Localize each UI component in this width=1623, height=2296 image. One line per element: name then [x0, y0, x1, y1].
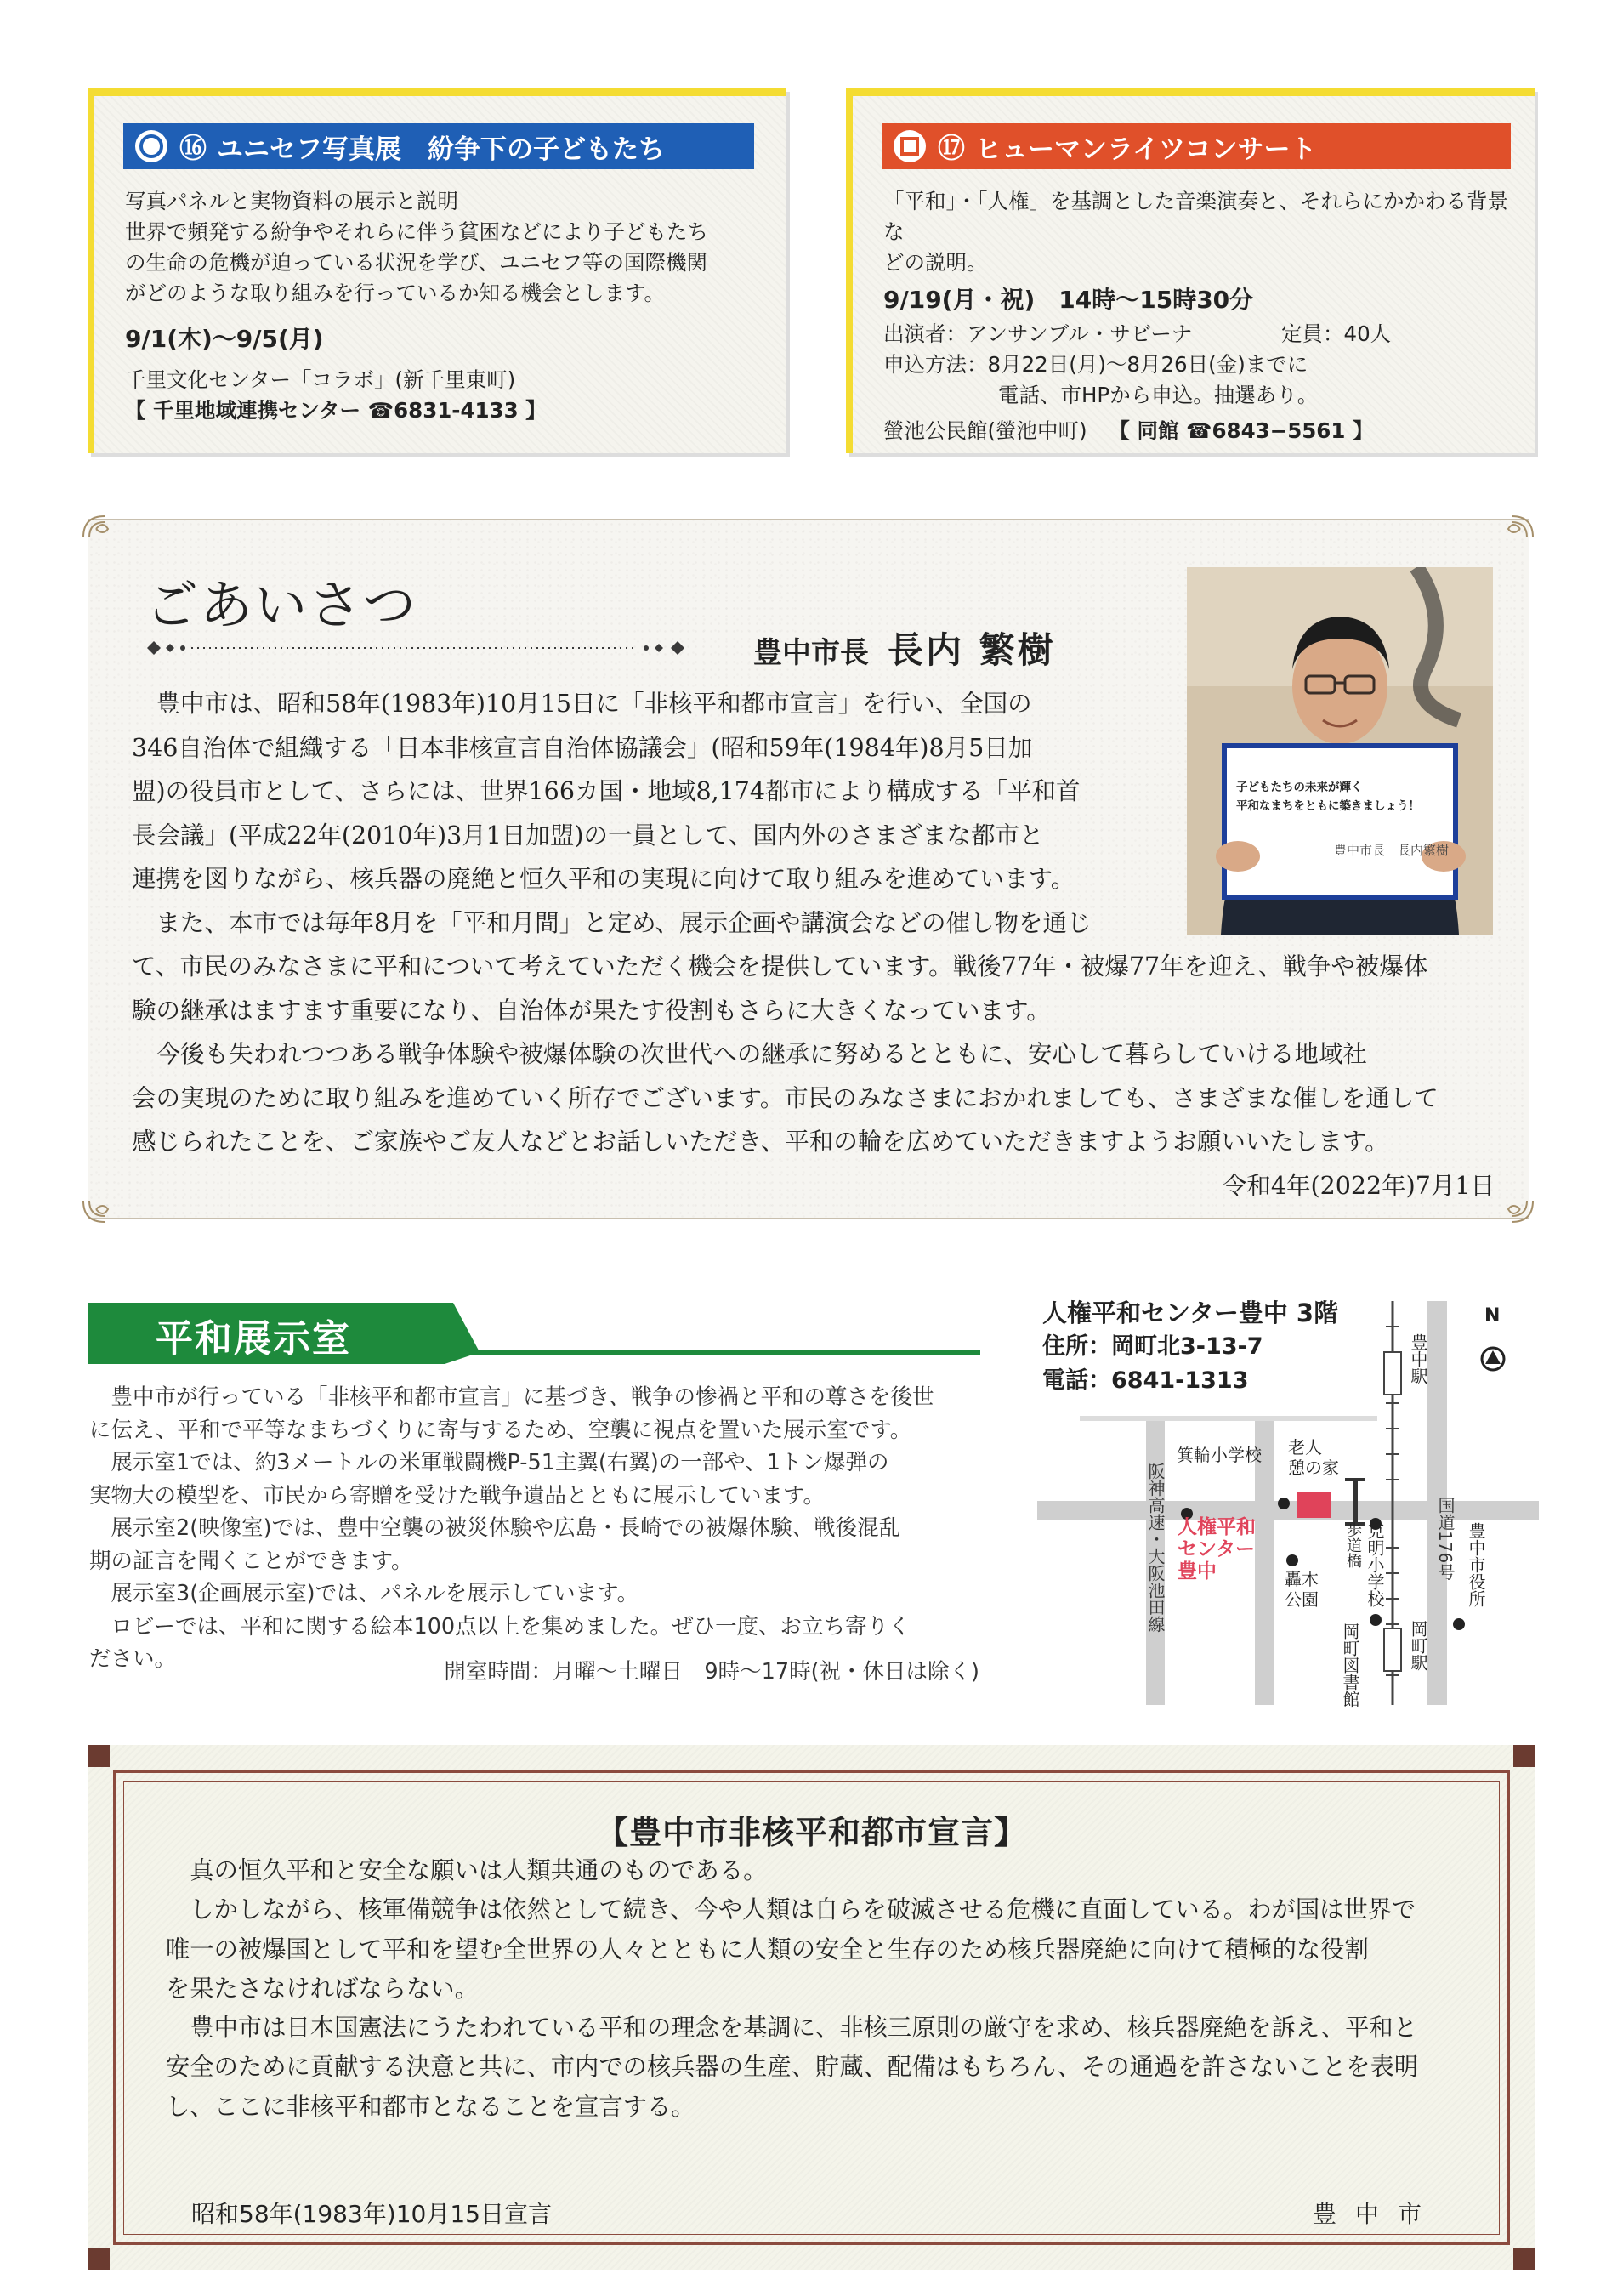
greeting-line: 346自治体で組織する「日本非核宣言自治体協議会」(昭和59年(1984年)8月5日加 — [132, 733, 1033, 762]
exhibition-hours: 開室時間：月曜〜土曜日 9時〜17時(祝・休日は除く) — [444, 1659, 979, 1685]
mayor-signature — [753, 622, 1056, 673]
exhibition-paragraph: 展示室1では、約3メートルの米軍戦闘機P-51主翼(右翼)の一部や、1トン爆弾の — [111, 1450, 889, 1475]
event-number: ⑰ — [938, 132, 966, 164]
greeting-line: 盟)の役員市として、さらには、世界166カ国・地域8,174都市により構成する「平和首 — [132, 777, 1081, 805]
map-center-line: 豊中 — [1178, 1560, 1217, 1583]
mayor-role: 豊中市長 — [753, 636, 869, 670]
sign-board-name: 豊中市長 長内繁樹 — [1333, 843, 1449, 858]
event-card-17 — [846, 88, 1535, 453]
greeting-paragraph: 今後も失われつつある戦争体験や被爆体験の次世代への継承に努めるとともに、安心して暮らしていける地域社 — [156, 1040, 1367, 1068]
map-center-label — [1178, 1516, 1256, 1583]
event-desc-line: 世界で頻発する紛争やそれらに伴う貧困などにより子どもたち — [125, 219, 708, 244]
declaration-title: 【豊中市非核平和都市宣言】 — [595, 1814, 1027, 1851]
exhibition-line: ださい。 — [89, 1646, 177, 1672]
declaration-line: 唯一の被爆国として平和を望む全世界の人々とともに人類の安全と生存のため核兵器廃絶に向けて積極的な役割 — [166, 1935, 1369, 1964]
greeting-line: 長会議」(平成22年(2010年)3月1日加盟)の一員として、国内外のさまざまな都市と — [132, 821, 1044, 850]
greeting-line: 験の継承はますます重要になり、自治体が果たす役割もさらに大きくなっています。 — [132, 996, 1051, 1025]
exhibition-paragraph: 豊中市が行っている「非核平和都市宣言」に基づき、戦争の惨禍と平和の尊さを後世 — [111, 1384, 934, 1410]
event-contact: 【 千里地域連携センター ☎6831-4133 】 — [125, 398, 547, 423]
declaration-paragraph: しかしながら、核軍備競争は依然として続き、今や人類は自らを破滅させる危機に直面している。わが国は世界で — [190, 1895, 1416, 1924]
exhibition-line: に伝え、平和で平等なまちづくりに寄与するため、空襲に視点を置いた展示室です。 — [89, 1417, 912, 1443]
event-apply: 申込方法：8月22日(月)〜8月26日(金)までに — [883, 352, 1308, 377]
map-elderly-line: 老人 — [1288, 1437, 1322, 1458]
event-title: ユニセフ写真展 紛争下の子どもたち — [217, 134, 666, 165]
map-route-label: 国道176号 — [1435, 1497, 1456, 1581]
greeting-date: 令和4年(2022年)7月1日 — [1222, 1172, 1495, 1200]
declaration-body — [166, 1851, 1467, 2127]
declaration-date: 昭和58年(1983年)10月15日宣言 — [191, 2200, 552, 2228]
greeting-line: 感じられたことを、ご家族やご友人などとお話しいただき、平和の輪を広めていただきますようお願いいたします。 — [132, 1128, 1389, 1156]
event-card-17-header — [882, 123, 1511, 169]
event-card-16-header — [123, 123, 754, 169]
event-apply-method: 電話、市HPから申込。抽選あり。 — [998, 383, 1319, 407]
map-title: 人権平和センター豊中 3階 — [1042, 1299, 1339, 1327]
greeting-title: ごあいさつ — [145, 574, 418, 636]
event-number: ⑯ — [179, 132, 207, 164]
map-cityhall-label: 豊中市役所 — [1466, 1522, 1486, 1607]
ornament-icon — [79, 512, 130, 563]
declaration-line: 安全のために貢献する決意と共に、市内での核兵器の生産、貯蔵、配備はもちろん、その通過を許さないことを表明 — [166, 2053, 1419, 2082]
map-address: 住所：岡町北3-13-7 — [1042, 1333, 1263, 1360]
event-date: 9/19(月・祝) 14時〜15時30分 — [883, 286, 1254, 314]
corner-square — [1513, 2248, 1535, 2270]
map-elderly-line: 憩の家 — [1288, 1458, 1339, 1478]
event-performer: 出演者：アンサンブル・サビーナ — [883, 321, 1193, 346]
declaration-section — [88, 1745, 1535, 2270]
ornament-icon — [1486, 512, 1537, 563]
exhibition-header — [88, 1303, 980, 1364]
greeting-section — [88, 519, 1529, 1219]
corner-square — [88, 2248, 110, 2270]
map-info — [1042, 1296, 1338, 1398]
map-school-label: 克明小学校 — [1365, 1522, 1385, 1607]
event-card-16 — [88, 88, 786, 453]
map-park-label — [1285, 1569, 1319, 1610]
ornament-icon — [79, 1175, 130, 1226]
map-station-label: 豊中駅 — [1408, 1333, 1428, 1384]
greeting-line: て、市民のみなさまに平和について考えていただく機会を提供しています。戦後77年・被爆77年を迎え、戦争や被爆体 — [132, 952, 1428, 980]
event-capacity: 定員：40人 — [1281, 321, 1392, 346]
greeting-paragraph: 豊中市は、昭和58年(1983年)10月15日に「非核平和都市宣言」を行い、全国の — [156, 690, 1032, 718]
exhibition-line: 期の証言を聞くことができます。 — [89, 1548, 413, 1574]
declaration-paragraph: 豊中市は日本国憲法にうたわれている平和の理念を基調に、非核三原則の厳守を求め、核兵器廃絶を訴え、平和と — [190, 2014, 1418, 2043]
map-park-line: 公園 — [1285, 1589, 1319, 1610]
event-date: 9/1(木)〜9/5(月) — [125, 325, 324, 353]
corner-square — [1513, 1745, 1535, 1767]
greeting-paragraph: また、本市では毎年8月を「平和月間」と定め、展示企画や講演会などの催し物を通じ — [156, 908, 1092, 937]
sign-board-line: 平和なまちをともに築きましょう！ — [1236, 799, 1420, 813]
event-desc-line: の生命の危機が迫っている状況を学び、ユニセフ等の国際機関 — [125, 250, 708, 275]
mayor-name: 長内 繁樹 — [888, 629, 1056, 671]
exhibition-paragraph: ロビーでは、平和に関する絵本100点以上を集めました。ぜひ一度、お立ち寄りく — [111, 1613, 911, 1640]
greeting-body — [132, 682, 1439, 1164]
sign-board-line: 子どもたちの未来が輝く — [1236, 781, 1363, 794]
declaration-line: を果たさなければならない。 — [166, 1974, 479, 2003]
map-bridge-label: 歩道橋 — [1344, 1522, 1362, 1568]
exhibition-title: 平和展示室 — [156, 1317, 351, 1361]
square-mark-icon — [894, 130, 926, 162]
exhibition-body — [89, 1381, 982, 1676]
map-elderly-label — [1288, 1437, 1339, 1478]
north-label: N — [1484, 1305, 1501, 1327]
event-desc-line: 「平和」・「人権」を基調とした音楽演奏と、それらにかかわる背景な — [883, 189, 1508, 244]
event-title: ヒューマンライツコンサート — [975, 134, 1317, 165]
map-phone: 電話：6841-1313 — [1042, 1367, 1249, 1394]
event-venue: 螢池公民館(螢池中町) — [883, 418, 1087, 443]
exhibition-line: 実物大の模型を、市民から寄贈を受けた戦争遺品とともに展示しています。 — [89, 1482, 825, 1509]
map-school-label: 箕輪小学校 — [1177, 1445, 1262, 1465]
greeting-line: 連携を図りながら、核兵器の廃絶と恒久平和の実現に向けて取り組みを進めています。 — [132, 865, 1075, 893]
event-desc-line: 写真パネルと実物資料の展示と説明 — [125, 189, 458, 213]
event-venue: 千里文化センター「コラボ」(新千里東町) — [125, 367, 516, 392]
event-card-17-body — [883, 186, 1514, 446]
event-contact: 【 同館 ☎6843−5561 】 — [1109, 418, 1374, 443]
map-center-line: センター — [1178, 1538, 1256, 1560]
exhibition-paragraph: 展示室3(企画展示室)では、パネルを展示しています。 — [111, 1581, 639, 1606]
declaration-paragraph: 真の恒久平和と安全な願いは人類共通のものである。 — [190, 1856, 768, 1884]
exhibition-paragraph: 展示室2(映像室)では、豊中空襲の被災体験や広島・長崎での被爆体験、戦後混乱 — [111, 1515, 901, 1541]
map-center-line: 人権平和 — [1178, 1516, 1256, 1538]
map-highway-label: 阪神高速・大阪池田線 — [1145, 1463, 1166, 1633]
dotted-divider — [140, 639, 693, 656]
circle-mark-icon — [135, 130, 167, 162]
map-station-label: 岡町駅 — [1408, 1620, 1428, 1671]
declaration-signer: 豊中市 — [1312, 2200, 1440, 2228]
event-desc-line: がどのような取り組みを行っているか知る機会とします。 — [125, 281, 666, 305]
map-library-label: 岡町図書館 — [1340, 1623, 1360, 1708]
event-desc-line: どの説明。 — [883, 250, 988, 275]
event-card-16-body — [125, 186, 766, 426]
map-park-line: 轟木 — [1285, 1569, 1319, 1589]
corner-square — [88, 1745, 110, 1767]
greeting-line: 会の実現のために取り組みを進めていく所存でございます。市民のみなさまにおかれましても、さまざまな催しを通して — [132, 1083, 1439, 1112]
declaration-line: し、ここに非核平和都市となることを宣言する。 — [166, 2092, 695, 2121]
